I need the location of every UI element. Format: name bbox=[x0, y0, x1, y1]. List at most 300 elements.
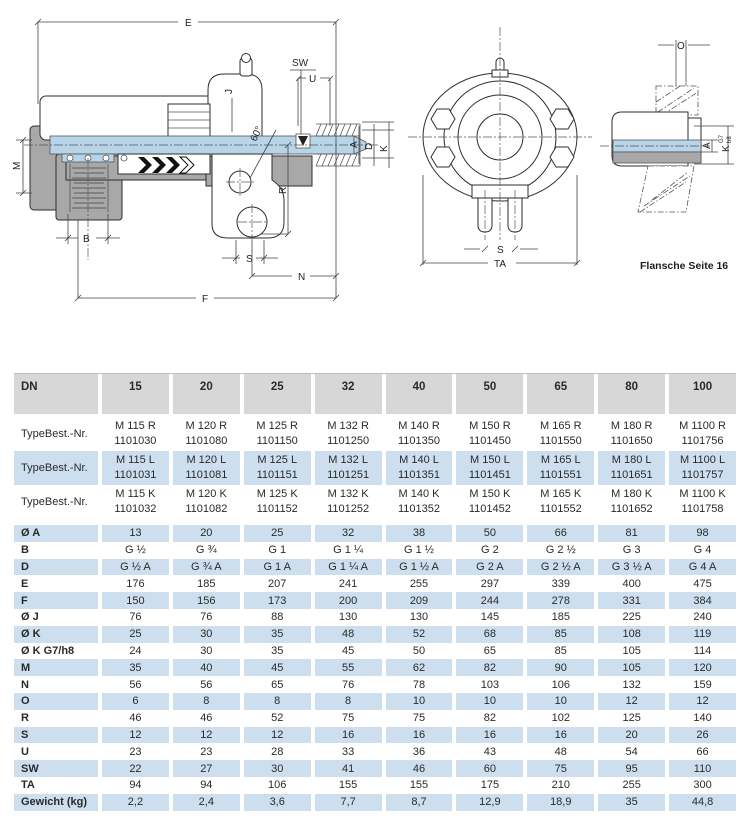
dim-value: 110 bbox=[665, 760, 736, 777]
dim-value: 255 bbox=[382, 575, 453, 592]
dim-value: 98 bbox=[665, 525, 736, 542]
dim-value: 54 bbox=[594, 743, 665, 760]
dim-value: 75 bbox=[382, 710, 453, 727]
type-cell bbox=[240, 485, 311, 519]
dim-value: G 4 A bbox=[665, 559, 736, 576]
bestnr-value: 1101151 bbox=[256, 469, 298, 481]
dim-value: 105 bbox=[594, 659, 665, 676]
type-cell bbox=[452, 485, 523, 519]
dim-value: 32 bbox=[311, 525, 382, 542]
header-col: 100 bbox=[665, 374, 736, 414]
dim-value: 173 bbox=[240, 592, 311, 609]
dim-value: 12 bbox=[240, 727, 311, 744]
dim-value: 75 bbox=[311, 710, 382, 727]
type-cell-lines bbox=[680, 453, 725, 483]
dim-row-label: S bbox=[14, 727, 98, 744]
type-cell-lines bbox=[611, 419, 653, 449]
dim-value: G ¾ bbox=[169, 542, 240, 559]
dim-label-u: U bbox=[309, 74, 317, 85]
type-value: M 165 L bbox=[540, 454, 581, 466]
dim-row bbox=[14, 626, 736, 643]
dim-row-label: U bbox=[21, 745, 29, 758]
dim-label-ta: TA bbox=[494, 259, 507, 270]
dim-value: 106 bbox=[523, 676, 594, 693]
type-value: M 140 K bbox=[398, 488, 440, 500]
dim-value: 44,8 bbox=[665, 794, 736, 811]
dim-row bbox=[14, 743, 736, 760]
dim-label-f: F bbox=[202, 294, 209, 305]
bestnr-value: 1101651 bbox=[610, 469, 653, 481]
type-value: M 120 L bbox=[186, 454, 227, 466]
dim-value: 475 bbox=[665, 575, 736, 592]
dim-value: 10 bbox=[452, 693, 523, 710]
dim-value: 209 bbox=[382, 592, 453, 609]
type-cell-lines bbox=[257, 487, 298, 517]
dim-value: 155 bbox=[311, 777, 382, 794]
dim-value: 81 bbox=[594, 525, 665, 542]
type-value: M 1100 R bbox=[679, 420, 726, 432]
bestnr-value: 1101251 bbox=[327, 469, 370, 481]
dim-label-side-k-tol-upper: G7 bbox=[719, 134, 725, 143]
dim-value: 20 bbox=[594, 727, 665, 744]
spec-table bbox=[14, 373, 736, 811]
header-col: 80 bbox=[594, 374, 665, 414]
dim-value: 30 bbox=[169, 643, 240, 660]
type-cell-lines bbox=[185, 419, 227, 449]
header-col: 25 bbox=[240, 374, 311, 414]
front-view-drawing bbox=[402, 25, 602, 280]
dim-row bbox=[14, 777, 736, 794]
dim-row-label: Ø K G7/h8 bbox=[21, 644, 75, 657]
dim-value: 41 bbox=[311, 760, 382, 777]
type-value: M 150 R bbox=[469, 420, 511, 432]
type-value: M 125 L bbox=[257, 454, 298, 466]
type-cell bbox=[523, 417, 594, 451]
dim-value: 8 bbox=[169, 693, 240, 710]
bestnr-value: 1101250 bbox=[327, 435, 370, 447]
dim-value: 12 bbox=[98, 727, 169, 744]
header-col: 32 bbox=[311, 374, 382, 414]
dim-label-m: M bbox=[12, 161, 23, 170]
dim-value: 105 bbox=[594, 643, 665, 660]
dim-value: 62 bbox=[382, 659, 453, 676]
type-value: M 115 K bbox=[115, 488, 156, 500]
type-value: M 125 R bbox=[256, 420, 298, 432]
type-value: M 125 K bbox=[256, 488, 298, 500]
type-cell-lines bbox=[398, 487, 440, 517]
bestnr-value: 1101450 bbox=[468, 435, 511, 447]
dim-value: 108 bbox=[594, 626, 665, 643]
dim-value: 175 bbox=[452, 777, 523, 794]
dim-value: 85 bbox=[523, 643, 594, 660]
dim-value: 185 bbox=[169, 575, 240, 592]
dim-value: G 2 ½ bbox=[523, 542, 594, 559]
header-col: 40 bbox=[382, 374, 453, 414]
type-cell-lines bbox=[469, 487, 511, 517]
dim-value: 24 bbox=[98, 643, 169, 660]
type-cell-lines bbox=[327, 419, 369, 449]
dim-value: G 3 bbox=[594, 542, 665, 559]
dim-value: 94 bbox=[169, 777, 240, 794]
type-cell bbox=[311, 451, 382, 485]
dim-label-b: B bbox=[83, 234, 90, 245]
type-value: M 150 K bbox=[469, 488, 511, 500]
dim-value: 43 bbox=[452, 743, 523, 760]
dim-value: G 2 ½ A bbox=[523, 559, 594, 576]
dim-value: 159 bbox=[665, 676, 736, 693]
dim-value: 114 bbox=[665, 643, 736, 660]
type-value: M 115 L bbox=[115, 454, 155, 466]
dim-value: 106 bbox=[240, 777, 311, 794]
dim-value: 94 bbox=[98, 777, 169, 794]
bestnr-value: 1101552 bbox=[539, 503, 582, 515]
type-label: Type bbox=[21, 427, 45, 440]
dim-label-j: J bbox=[224, 89, 235, 94]
type-row-label bbox=[14, 417, 98, 451]
type-label: Type bbox=[21, 495, 45, 508]
dim-row bbox=[14, 592, 736, 609]
type-rows-container bbox=[14, 417, 736, 519]
type-row bbox=[14, 451, 736, 485]
dim-value: 82 bbox=[452, 659, 523, 676]
dim-row-label: Gewicht (kg) bbox=[14, 794, 98, 811]
dim-value: 120 bbox=[665, 659, 736, 676]
type-cell bbox=[169, 485, 240, 519]
dim-value: 140 bbox=[665, 710, 736, 727]
dim-value: 8 bbox=[311, 693, 382, 710]
dim-value: 35 bbox=[594, 794, 665, 811]
type-cell bbox=[382, 417, 453, 451]
dim-row bbox=[14, 727, 736, 744]
dim-value: 78 bbox=[382, 676, 453, 693]
type-cell-lines bbox=[540, 487, 582, 517]
type-cell-lines bbox=[679, 487, 725, 517]
dim-label-side-k-tol-lower: h8 bbox=[727, 136, 733, 143]
dim-value: 185 bbox=[523, 609, 594, 626]
dim-value: 18,9 bbox=[523, 794, 594, 811]
bestnr-value: 1101082 bbox=[185, 503, 228, 515]
bestnr-value: 1101080 bbox=[185, 435, 228, 447]
dim-row bbox=[14, 559, 736, 576]
dim-value: 331 bbox=[594, 592, 665, 609]
type-cell-lines bbox=[398, 419, 440, 449]
dim-value: G 1 ½ A bbox=[382, 559, 453, 576]
header-col: 65 bbox=[523, 374, 594, 414]
dim-value: G 3 ½ A bbox=[594, 559, 665, 576]
dim-label-e: E bbox=[185, 18, 192, 29]
dim-value: 176 bbox=[98, 575, 169, 592]
bestnr-value: 1101152 bbox=[256, 503, 298, 515]
dim-value: 210 bbox=[523, 777, 594, 794]
dim-value: 23 bbox=[169, 743, 240, 760]
bestnr-value: 1101550 bbox=[539, 435, 582, 447]
dim-value: 76 bbox=[311, 676, 382, 693]
header-col: 50 bbox=[452, 374, 523, 414]
type-value: M 180 K bbox=[611, 488, 653, 500]
type-cell bbox=[594, 451, 665, 485]
dim-row-label: SW bbox=[14, 760, 98, 777]
dim-value: 52 bbox=[382, 626, 453, 643]
dim-value: 88 bbox=[240, 609, 311, 626]
dim-rows-container bbox=[14, 525, 736, 811]
dim-value: 46 bbox=[98, 710, 169, 727]
type-cell bbox=[452, 451, 523, 485]
dim-value: 130 bbox=[311, 609, 382, 626]
type-cell-lines bbox=[540, 419, 582, 449]
bestnr-value: 1101252 bbox=[327, 503, 370, 515]
dim-value: G 1 ½ bbox=[382, 542, 453, 559]
type-cell-lines bbox=[469, 419, 511, 449]
dim-row-label: M bbox=[14, 659, 98, 676]
dim-label-sw: SW bbox=[292, 58, 309, 69]
type-value: M 132 L bbox=[328, 454, 368, 466]
dim-row-label: O bbox=[14, 693, 98, 710]
dim-value: 6 bbox=[98, 693, 169, 710]
dim-row-label: TA bbox=[21, 779, 35, 792]
bestnr-value: 1101758 bbox=[681, 503, 724, 515]
dim-value: 26 bbox=[665, 727, 736, 744]
dim-row-label: E bbox=[21, 577, 29, 590]
dim-value: 28 bbox=[240, 743, 311, 760]
type-cell bbox=[169, 417, 240, 451]
type-cell bbox=[523, 485, 594, 519]
type-cell bbox=[98, 417, 169, 451]
dim-value: 38 bbox=[382, 525, 453, 542]
dim-row bbox=[14, 575, 736, 592]
type-row-label bbox=[14, 485, 98, 519]
dim-value: 36 bbox=[382, 743, 453, 760]
dim-row bbox=[14, 659, 736, 676]
bestnr-value: 1101030 bbox=[114, 435, 157, 447]
type-value: M 1100 L bbox=[680, 454, 726, 466]
dim-value: 3,6 bbox=[240, 794, 311, 811]
type-label: Type bbox=[21, 461, 45, 474]
dim-row-label: D bbox=[14, 559, 98, 576]
dim-value: 46 bbox=[382, 760, 453, 777]
dim-value: 25 bbox=[98, 626, 169, 643]
bestnr-label: Best.-Nr. bbox=[44, 427, 88, 440]
section-view-drawing bbox=[10, 8, 398, 310]
side-view-drawing bbox=[598, 14, 743, 224]
bestnr-value: 1101652 bbox=[610, 503, 653, 515]
type-value: M 165 K bbox=[540, 488, 582, 500]
type-cell-lines bbox=[257, 453, 298, 483]
type-cell bbox=[594, 485, 665, 519]
header-col: 20 bbox=[169, 374, 240, 414]
dim-row-label: Ø J bbox=[21, 611, 39, 624]
dim-value: 339 bbox=[523, 575, 594, 592]
dim-value: 52 bbox=[240, 710, 311, 727]
dim-value: 27 bbox=[169, 760, 240, 777]
dim-value: 76 bbox=[98, 609, 169, 626]
dim-value: 46 bbox=[169, 710, 240, 727]
dim-value: 56 bbox=[169, 676, 240, 693]
dim-value: 300 bbox=[665, 777, 736, 794]
dim-value: 35 bbox=[240, 626, 311, 643]
dim-value: 55 bbox=[311, 659, 382, 676]
dim-row-label: Ø K bbox=[14, 626, 98, 643]
dim-row bbox=[14, 676, 736, 693]
dim-value: 66 bbox=[523, 525, 594, 542]
dim-label-angle: 60° bbox=[248, 124, 266, 144]
type-cell bbox=[452, 417, 523, 451]
dim-value: G 2 bbox=[452, 542, 523, 559]
dim-value: 48 bbox=[311, 626, 382, 643]
type-value: M 140 R bbox=[398, 420, 440, 432]
dim-value: 25 bbox=[240, 525, 311, 542]
dim-value: 16 bbox=[311, 727, 382, 744]
dim-value: 82 bbox=[452, 710, 523, 727]
dim-row bbox=[14, 760, 736, 777]
type-value: M 120 R bbox=[185, 420, 228, 432]
dim-value: 400 bbox=[594, 575, 665, 592]
dim-value: 103 bbox=[452, 676, 523, 693]
dim-value: 30 bbox=[169, 626, 240, 643]
type-row bbox=[14, 485, 736, 519]
dim-value: 297 bbox=[452, 575, 523, 592]
dim-value: 20 bbox=[169, 525, 240, 542]
bestnr-value: 1101452 bbox=[468, 503, 511, 515]
dim-value: 65 bbox=[240, 676, 311, 693]
dim-row bbox=[14, 693, 736, 710]
type-value: M 115 R bbox=[115, 420, 156, 432]
dim-value: G ¾ A bbox=[169, 559, 240, 576]
dim-value: 200 bbox=[311, 592, 382, 609]
dim-value: G 1 bbox=[240, 542, 311, 559]
dim-value: 68 bbox=[452, 626, 523, 643]
type-cell bbox=[98, 485, 169, 519]
bestnr-value: 1101081 bbox=[185, 469, 228, 481]
dim-value: 225 bbox=[594, 609, 665, 626]
dim-value: 45 bbox=[311, 643, 382, 660]
type-cell-lines bbox=[327, 487, 369, 517]
front-body bbox=[408, 27, 592, 240]
dim-label-side-a: A bbox=[702, 142, 713, 149]
dim-value: G 2 A bbox=[452, 559, 523, 576]
dim-row bbox=[14, 794, 736, 811]
dim-value: 35 bbox=[98, 659, 169, 676]
dim-value: 155 bbox=[382, 777, 453, 794]
type-cell bbox=[311, 485, 382, 519]
dim-row-label: F bbox=[14, 592, 98, 609]
type-cell bbox=[594, 417, 665, 451]
dim-value: 241 bbox=[311, 575, 382, 592]
dim-value: 12,9 bbox=[452, 794, 523, 811]
type-cell-lines bbox=[327, 453, 369, 483]
dim-value: 132 bbox=[594, 676, 665, 693]
dim-value: 22 bbox=[98, 760, 169, 777]
dim-value: 8,7 bbox=[382, 794, 453, 811]
bestnr-value: 1101756 bbox=[681, 435, 724, 447]
type-value: M 132 K bbox=[327, 488, 369, 500]
dim-value: 130 bbox=[382, 609, 453, 626]
type-cell bbox=[240, 451, 311, 485]
dim-value: 35 bbox=[240, 643, 311, 660]
dim-value: 10 bbox=[523, 693, 594, 710]
bestnr-value: 1101031 bbox=[114, 469, 157, 481]
dim-value: 10 bbox=[382, 693, 453, 710]
bestnr-value: 1101451 bbox=[468, 469, 511, 481]
type-row bbox=[14, 417, 736, 451]
type-cell bbox=[665, 417, 736, 451]
type-value: M 180 L bbox=[611, 454, 652, 466]
bestnr-value: 1101757 bbox=[681, 469, 724, 481]
type-cell bbox=[665, 485, 736, 519]
header-col: 15 bbox=[98, 374, 169, 414]
type-value: M 120 K bbox=[185, 488, 227, 500]
dim-value: 145 bbox=[452, 609, 523, 626]
bestnr-value: 1101650 bbox=[610, 435, 653, 447]
dim-value: 150 bbox=[98, 592, 169, 609]
dim-value: 85 bbox=[523, 626, 594, 643]
dim-value: 240 bbox=[665, 609, 736, 626]
type-cell bbox=[240, 417, 311, 451]
dim-value: 2,2 bbox=[98, 794, 169, 811]
technical-drawings bbox=[0, 0, 750, 330]
type-cell-lines bbox=[611, 453, 653, 483]
dim-row-label: N bbox=[21, 678, 29, 691]
type-cell bbox=[665, 451, 736, 485]
dim-value: 30 bbox=[240, 760, 311, 777]
dim-value: 119 bbox=[665, 626, 736, 643]
dim-value: G ½ A bbox=[98, 559, 169, 576]
flange-reference-caption: Flansche Seite 16 bbox=[640, 260, 729, 272]
header-dn: DN bbox=[14, 374, 98, 414]
dim-row bbox=[14, 710, 736, 727]
dim-value: 50 bbox=[382, 643, 453, 660]
dim-value: 95 bbox=[594, 760, 665, 777]
dim-row bbox=[14, 609, 736, 626]
dim-value: 50 bbox=[452, 525, 523, 542]
bestnr-value: 1101350 bbox=[397, 435, 440, 447]
dim-value: 7,7 bbox=[311, 794, 382, 811]
type-value: M 150 L bbox=[470, 454, 510, 466]
dim-value: 16 bbox=[523, 727, 594, 744]
dim-row bbox=[14, 525, 736, 542]
type-cell bbox=[169, 451, 240, 485]
dim-value: G 1 A bbox=[240, 559, 311, 576]
dim-value: 76 bbox=[169, 609, 240, 626]
bestnr-label: Best.-Nr. bbox=[44, 461, 88, 474]
dim-row-label: R bbox=[21, 712, 29, 725]
type-value: M 180 R bbox=[610, 420, 653, 432]
dim-value: G 1 ¼ A bbox=[311, 559, 382, 576]
type-cell-lines bbox=[469, 453, 511, 483]
type-value: M 140 L bbox=[399, 454, 439, 466]
type-cell bbox=[311, 417, 382, 451]
dim-value: G 4 bbox=[665, 542, 736, 559]
dim-value: G 1 ¼ bbox=[311, 542, 382, 559]
dim-value: 156 bbox=[169, 592, 240, 609]
dim-value: 13 bbox=[98, 525, 169, 542]
dim-value: 8 bbox=[240, 693, 311, 710]
type-cell bbox=[382, 451, 453, 485]
dim-value: 40 bbox=[169, 659, 240, 676]
dim-value: 384 bbox=[665, 592, 736, 609]
dim-value: 278 bbox=[523, 592, 594, 609]
dim-value: 16 bbox=[452, 727, 523, 744]
dim-value: 244 bbox=[452, 592, 523, 609]
dim-value: 33 bbox=[311, 743, 382, 760]
dim-value: 23 bbox=[98, 743, 169, 760]
bestnr-value: 1101551 bbox=[539, 469, 582, 481]
type-cell-lines bbox=[611, 487, 653, 517]
type-cell bbox=[382, 485, 453, 519]
header-row bbox=[14, 373, 736, 414]
dim-value: 48 bbox=[523, 743, 594, 760]
type-cell-lines bbox=[114, 487, 156, 517]
dim-value: 56 bbox=[98, 676, 169, 693]
